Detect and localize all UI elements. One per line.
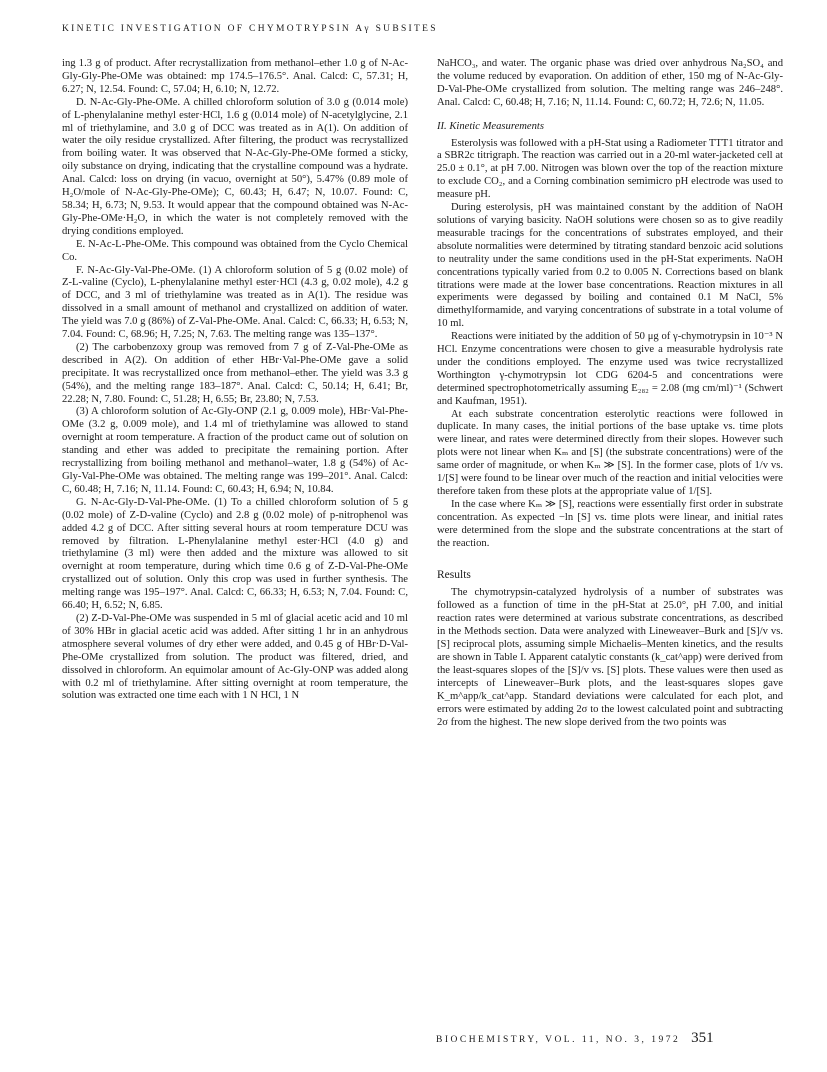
paragraph: F. N-Ac-Gly-Val-Phe-OMe. (1) A chloroform solution of 5 g (0.02 mole) of Z-L-valine (Cyclo), L-phenylalanine methyl ester·HCl (4.3 g, 0.02 mole), 4.2 g of DCC, and 3 ml of triethylamine was treated as in A(1). The residue was dissolved in a small amount of methanol and crystallized on addition of water. The yield was 7.0 g (86%) of Z-Val-Phe-OMe. Anal. Calcd: C, 66.33; H, 6.53; N, 7.04. Found: C, 68.96; H, 7.25; N, 7.63. The melting range was 135–137°. <box>62 264 408 341</box>
journal-citation: BIOCHEMISTRY, VOL. 11, NO. 3, 1972 <box>436 1035 681 1045</box>
running-head: KINETIC INVESTIGATION OF CHYMOTRYPSIN Aγ SUBSITES <box>62 24 438 34</box>
paragraph: G. N-Ac-Gly-D-Val-Phe-OMe. (1) To a chilled chloroform solution of 5 g (0.02 mole) of Z-D-valine (Cyclo) and 2.8 g (0.02 mole) of p-nitrophenol was added 4.2 g of DCC. After sitting several hours at room temperature DCU was removed by filtration. L-Phenylalanine methyl ester·HCl (4.0 g) and triethylamine (3 ml) were then added and the mixture was allowed to sit overnight at room temperature, during which time 0.6 g of Z-D-Val-Phe-OMe crystallized out of solution. Only this crop was used in further synthesis. The melting range was 195–197°. Anal. Calcd: C, 66.33; H, 6.53; N, 7.04. Found: C, 66.40; H, 6.52; N, 6.85. <box>62 496 408 612</box>
paragraph: Reactions were initiated by the addition of 50 μg of γ-chymotrypsin in 10⁻³ N HCl. Enzyme concentrations were chosen to give a measurable hydrolysis rate under the conditions employed. The enzyme used was twice recrystallized Worthington γ-chymotrypsin lot CDG 6204-5 and concentrations were determined spectrophotometrically assuming E₂₈₂ = 2.08 (mg cm/ml)⁻¹ (Schwert and Kaufman, 1951). <box>437 331 783 407</box>
page-footer <box>436 1030 786 1047</box>
paragraph: In the case where Kₘ ≫ [S], reactions were essentially first order in substrate concentration. As expected −ln [S] vs. time plots were linear, and initial rates were determined from the slope and the substrate concentrations at the start of the reaction. <box>437 498 783 549</box>
paragraph: (2) Z-D-Val-Phe-OMe was suspended in 5 ml of glacial acetic acid and 10 ml of 30% HBr in glacial acetic acid was added. After sitting 1 hr in an anhydrous atmosphere several volumes of dry ether were added, and 0.45 g of HBr·D-Val-Phe-OMe crystallized from solution. The product was filtered, dried, and dissolved in chloroform. An equimolar amount of Ac-Gly-ONP was added along with 0.2 ml of triethylamine. After sitting overnight at room temperature, the solution was extracted one time each with 1 N HCl, 1 N <box>62 612 408 702</box>
left-column <box>62 58 408 703</box>
paragraph: (2) The carbobenzoxy group was removed from 7 g of Z-Val-Phe-OMe as described in A(2). On addition of ether HBr·Val-Phe-OMe gave a solid precipitate. It was recrystallized once from methanol–ether. The yield was 3.3 g (54%), and the melting range 183–187°. Anal. Calcd: C, 50.14; H, 6.41; Br, 22.28; N, 7.80. Found: C, 51.28; H, 6.55; Br, 23.80; N, 7.53. <box>62 341 408 405</box>
paragraph: D. N-Ac-Gly-Phe-OMe. A chilled chloroform solution of 3.0 g (0.014 mole) of L-phenylalanine methyl ester·HCl, 1.6 g (0.014 mole) of N-acetylglycine, 2.1 ml of triethylamine, and 3.0 g of DCC was treated as in A(1). On addition of water the oily residue crystallized. After filtering, the product was recrystallized from boiling water. It was observed that N-Ac-Gly-Phe-OMe formed a sticky, oily substance on drying, indicating that the crystalline compound was a hydrate. Anal. Calcd: loss on drying (in vacuo, overnight at 50°), 5.47% (0.89 mole of H₂O/mole of N-Ac-Gly-Phe-OMe); C, 60.43; H, 6.47; N, 10.07. Found: C, 58.34; H, 6.73; N, 9.53. It would appear that the compound obtained was N-Ac-Gly-Phe-OMe·H₂O, in which the water is not completely removed with the drying conditions employed. <box>62 96 408 237</box>
subsection-heading: II. Kinetic Measurements <box>437 120 544 132</box>
paragraph: Esterolysis was followed with a pH-Stat using a Radiometer TTT1 titrator and a SBR2c titrigraph. The reaction was carried out in a 20-ml water-jacketed cell at 25.0 ± 0.1°, at pH 7.00. Nitrogen was blown over the top of the reaction mixture to exclude CO₂, and a Corning combination semimicro pH electrode was used to measure pH. <box>437 137 783 201</box>
paragraph: (3) A chloroform solution of Ac-Gly-ONP (2.1 g, 0.009 mole), HBr·Val-Phe-OMe (3.2 g, 0.009 mole), and 1.4 ml of triethylamine was allowed to stand overnight at room temperature. A fraction of the product came out of solution on standing and ether was added to precipitate the remaining portion. After recrystallizing from boiling methanol and methanol–water, 1.8 g (54%) of Ac-Gly-Val-Phe-OMe was obtained. The melting range was 199–201°. Anal. Calcd: C, 60.48; H, 7.16; N, 11.14. Found: C, 60.43; H, 6.94; N, 10.84. <box>62 406 408 495</box>
paragraph: ing 1.3 g of product. After recrystallization from methanol–ether 1.0 g of N-Ac-Gly-Gly-Phe-OMe was obtained: mp 174.5–176.5°. Anal. Calcd: C, 57.31; H, 6.27; N, 12.54. Found: C, 57.04; H, 6.10; N, 12.72. <box>62 58 408 95</box>
page-number: 351 <box>691 1030 714 1046</box>
paragraph: E. N-Ac-L-Phe-OMe. This compound was obtained from the Cyclo Chemical Co. <box>62 238 408 263</box>
paragraph: At each substrate concentration esterolytic reactions were followed in duplicate. In many cases, the initial portions of the base uptake vs. time plots were linear, and rates were determined directly from their slopes. However such plots were not linear when Kₘ and [S] (the substrate concentrations) were of the same order of magnitude, or when Kₘ ≫ [S]. In the former case, plots of 1/v vs. 1/[S] were found to be linear over much of the reaction and initial velocities were therefore taken from these plots at the appropriate value of 1/[S]. <box>437 408 783 497</box>
paragraph: During esterolysis, pH was maintained constant by the addition of NaOH solutions of varying basicity. NaOH solutions were chosen so as to give readily measurable tracings for the concentrations of substrates employed, and their absolute normalities were determined by titrating standard benzoic acid solutions to neutrality under the same conditions used in the pH-Stat experiments. NaOH concentrations typically varied from 0.2 to 0.005 N. Corrections based on blank titrations were made at the lower base concentrations. Reaction mixtures in all experiments were degassed by boiling and contained 0.1 M NaCl, 5% dimethylformamide, and varying concentrations of substrate in a total volume of 10 ml. <box>437 202 783 330</box>
right-column <box>437 58 783 729</box>
section-heading: Results <box>437 568 471 581</box>
paragraph: The chymotrypsin-catalyzed hydrolysis of a number of substrates was followed as a function of time in the pH-Stat at 25.0°, pH 7.00, and initial reaction rates were determined at various substrate concentrations, as described in the Methods section. Data were analyzed with Lineweaver–Burk and [S]/v vs. [S] reciprocal plots, assuming simple Michaelis–Menten kinetics, and the results are shown in Table I. Apparent catalytic constants (k_cat^app) were derived from the least-squares slopes of the [S]/v vs. [S] plots. These values were then used as intercepts of Lineweaver–Burk plots, and the least-squares slopes gave K_m^app/k_cat^app. Standard deviations were calculated for each plot, and errors were estimated by adding 2σ to the lowest calculated point and subtracting 2σ from the highest. The new slope derived from the two points was <box>437 587 783 728</box>
paragraph: NaHCO₃, and water. The organic phase was dried over anhydrous Na₂SO₄ and the volume reduced by evaporation. On addition of ether, 150 mg of N-Ac-Gly-D-Val-Phe-OMe crystallized from solution. The melting range was 246–248°. Anal. Calcd: C, 60.48; H, 7.16; N, 11.14. Found: C, 60.72; H, 72.6; N, 11.05. <box>437 58 783 108</box>
